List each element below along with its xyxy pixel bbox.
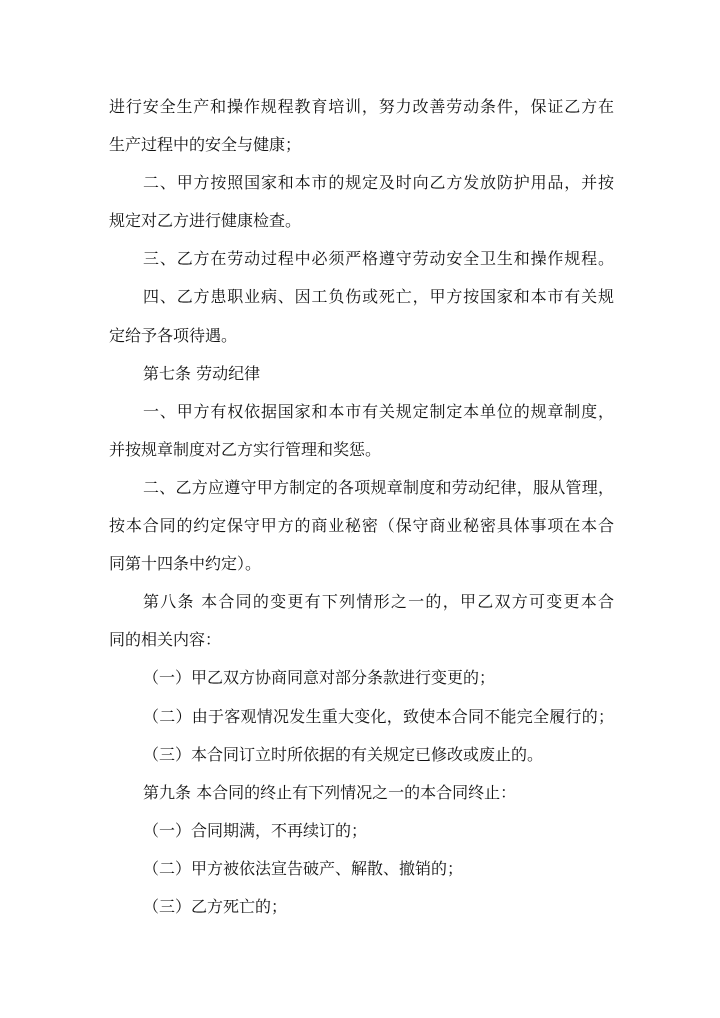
article-heading: 第八条 本合同的变更有下列情形之一的，甲乙双方可变更本合	[143, 592, 614, 612]
body-text-line: 并按规章制度对乙方实行管理和奖惩。	[109, 439, 382, 459]
body-text-line: 同的相关内容：	[109, 630, 222, 650]
body-text-line: 生产过程中的安全与健康；	[109, 135, 302, 155]
list-item: （一）合同期满，不再续订的；	[143, 820, 368, 840]
document-body	[109, 88, 614, 926]
body-text-line: 进行安全生产和操作规程教育培训，努力改善劳动条件，保证乙方在	[109, 97, 614, 116]
list-item: （三）乙方死亡的；	[143, 896, 288, 916]
body-text-line: 按本合同的约定保守甲方的商业秘密（保守商业秘密具体事项在本合	[109, 516, 614, 536]
body-text-line: 同第十四条中约定）。	[109, 554, 262, 574]
list-item: （二）由于客观情况发生重大变化，致使本合同不能完全履行的；	[143, 706, 614, 726]
list-item: （二）甲方被依法宣告破产、解散、撤销的；	[143, 858, 464, 878]
clause-text-line: 二、乙方应遵守甲方制定的各项规章制度和劳动纪律，服从管理，	[143, 477, 614, 497]
list-item: （三）本合同订立时所依据的有关规定已修改或废止的。	[143, 744, 544, 764]
clause-text-line: 四、乙方患职业病、因工负伤或死亡，甲方按国家和本市有关规	[143, 287, 614, 307]
body-text-line: 规定对乙方进行健康检查。	[109, 211, 302, 231]
clause-text-line: 一、甲方有权依据国家和本市有关规定制定本单位的规章制度，	[143, 401, 614, 421]
article-heading: 第七条 劳动纪律	[143, 363, 261, 383]
body-text-line: 定给予各项待遇。	[109, 325, 238, 345]
article-heading: 第九条 本合同的终止有下列情况之一的本合同终止：	[143, 782, 517, 802]
clause-text-line: 二、甲方按照国家和本市的规定及时向乙方发放防护用品，并按	[143, 173, 614, 193]
clause-text-line: 三、乙方在劳动过程中必须严格遵守劳动安全卫生和操作规程。	[143, 249, 614, 269]
list-item: （一）甲乙双方协商同意对部分条款进行变更的；	[143, 668, 496, 688]
